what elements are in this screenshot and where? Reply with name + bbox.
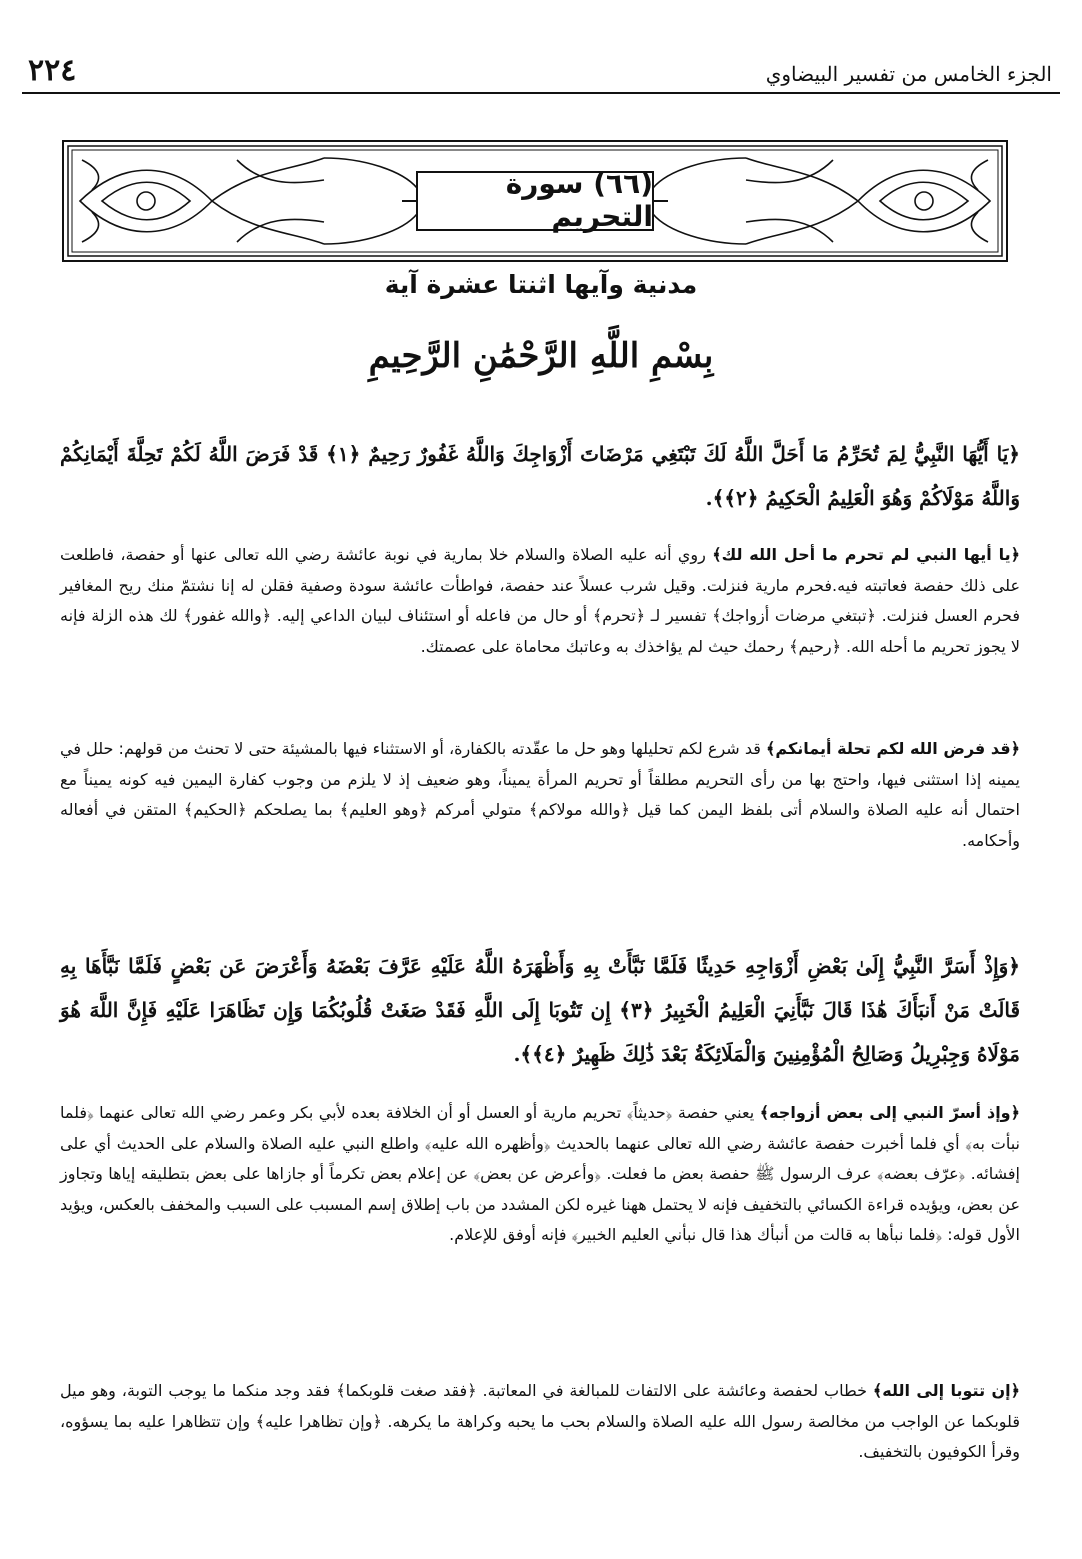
commentary-block [60,1098,1020,1251]
commentary-text: يعني حفصة ﴿حديثاً﴾ تحريم مارية أو العسل أو أن الخلافة بعده لأبي بكر وعمر رضي الله تعالى عنهما ﴿فلما نبأت به﴾ أي فلما أخبرت حفصة عائشة رضي الله تعالى عنهما بالحديث ﴿وأظهره الله عليه﴾ واطلع النبي عليه الصلاة والسلام على الحديث أي على إفشائه. ﴿عرّف بعضه﴾ عرف الرسول ﷺ حفصة بعض ما فعلت. ﴿وأعرض عن بعض﴾ عن إعلام بعض تكرماً أو جازاها على بعض بتطليقه إياها وتجاوز عن بعض، ويؤيده قراءة الكسائي بالتخفيف فإنه لا يحتمل ههنا غيره لكن المشدد من باب إطلاق إسم المسبب على السبب والمخفف بالعكس، ويؤيد الأول قوله: ﴿فلما نبأها به قالت من أنبأك هذا قال نبأني العليم الخبير﴾ فإنه أوفق للإعلام. [60,1103,1021,1244]
commentary-text: قد شرع لكم تحليلها وهو حل ما عقّدته بالكفارة، أو الاستثناء فيها بالمشيئة حتى لا تحنث من قولهم: حلل في يمينه إذا استثنى فيها، واحتج بها من رأى التحريم مطلقاً أو تحريم المرأة يميناً، وهو ضعيف إذ لا يلزم من وجوب كفارة اليمين فيه كونه يميناً مع احتمال أنه عليه الصلاة والسلام أتى بلفظ اليمن كما قيل ﴿والله مولاكم﴾ متولي أمركم ﴿وهو العليم﴾ بما يصلحكم ﴿الحكيم﴾ المتقن في أفعاله وأحكامه. [60,739,1020,850]
surah-banner [62,140,1008,262]
page-number: ٢٢٤ [28,53,77,88]
surah-title: (٦٦) سورة التحريم [505,167,653,233]
book-title: الجزء الخامس من تفسير البيضاوي [765,62,1052,86]
commentary-block [60,1376,1020,1468]
commentary-lead: ﴿إن تتوبا إلى الله﴾ [872,1381,1021,1400]
basmala: بِسْمِ اللَّهِ الرَّحْمَٰنِ الرَّحِيمِ [368,336,714,376]
verse-block: ﴿وَإِذْ أَسَرَّ النَّبِيُّ إِلَىٰ بَعْضِ أَزْوَاجِهِ حَدِيثًا فَلَمَّا نَبَّأَتْ بِهِ وَأَظْهَرَهُ اللَّهُ عَلَيْهِ عَرَّفَ بَعْضَهُ وَأَعْرَضَ عَن بَعْضٍ فَلَمَّا نَبَّأَهَا بِهِ قَالَتْ مَنْ أَنبَأَكَ هَٰذَا قَالَ نَبَّأَنِيَ الْعَلِيمُ الْخَبِيرُ ﴿٣﴾ إِن تَتُوبَا إِلَى اللَّهِ فَقَدْ صَغَتْ قُلُوبُكُمَا وَإِن تَظَاهَرَا عَلَيْهِ فَإِنَّ اللَّهَ هُوَ مَوْلَاهُ وَجِبْرِيلُ وَصَالِحُ الْمُؤْمِنِينَ وَالْمَلَائِكَةُ بَعْدَ ذَٰلِكَ ظَهِيرٌ ﴿٤﴾﴾. [60,954,1021,1066]
commentary-block [60,540,1020,662]
commentary-lead: ﴿قد فرض الله لكم تحلة أيمانكم﴾ [766,739,1020,758]
surah-info: مدنية وآيها اثنتا عشرة آية [384,270,698,299]
commentary-text: روي أنه عليه الصلاة والسلام خلا بمارية في نوبة عائشة رضي الله تعالى عنها أو حفصة، فاطلعت على ذلك حفصة فعاتبته فيه.فحرم مارية فنزلت. وقيل شرب عسلاً عند حفصة، فواطأت عائشة سودة وصفية فقلن له إنا نشتمّ منك ريح المغافير فحرم العسل فنزلت. ﴿تبتغي مرضات أزواجك﴾ تفسير لـ ﴿تحرم﴾ أو حال من فاعله أو استئناف لبيان الداعي إليه. ﴿والله غفور﴾ لك هذه الزلة فإنه لا يجوز تحريم ما أحله الله. ﴿رحيم﴾ رحمك حيث لم يؤاخذك به وعاتبك محاماة على عصمتك. [60,545,1020,656]
commentary-lead: ﴿يا أيها النبي لم تحرم ما أحل الله لك﴾ [712,545,1021,564]
verse-block: ﴿يَا أَيُّهَا النَّبِيُّ لِمَ تُحَرِّمُ مَا أَحَلَّ اللَّهُ لَكَ تَبْتَغِي مَرْضَاتَ أَزْوَاجِكَ وَاللَّهُ غَفُورٌ رَحِيمٌ ﴿١﴾ قَدْ فَرَضَ اللَّهُ لَكُمْ تَحِلَّةَ أَيْمَانِكُمْ وَاللَّهُ مَوْلَاكُمْ وَهُوَ الْعَلِيمُ الْحَكِيمُ ﴿٢﴾﴾. [60,442,1020,510]
commentary-block [60,734,1020,856]
commentary-lead: ﴿وإذ أسرّ النبي إلى بعض أزواجه﴾ [759,1103,1021,1122]
running-header [22,48,1060,94]
commentary-text: خطاب لحفصة وعائشة على الالتفات للمبالغة في المعاتبة. ﴿فقد صغت قلوبكما﴾ فقد وجد منكما ما يوجب التوبة، وهو ميل قلوبكما عن الواجب من مخالصة رسول الله عليه الصلاة والسلام بحب ما يحبه وكراهة ما يكرهه. ﴿وإن تظاهرا عليه﴾ وإن تتظاهرا عليه بما يسؤوه، وقرأ الكوفيون بالتخفيف. [60,1381,1020,1461]
